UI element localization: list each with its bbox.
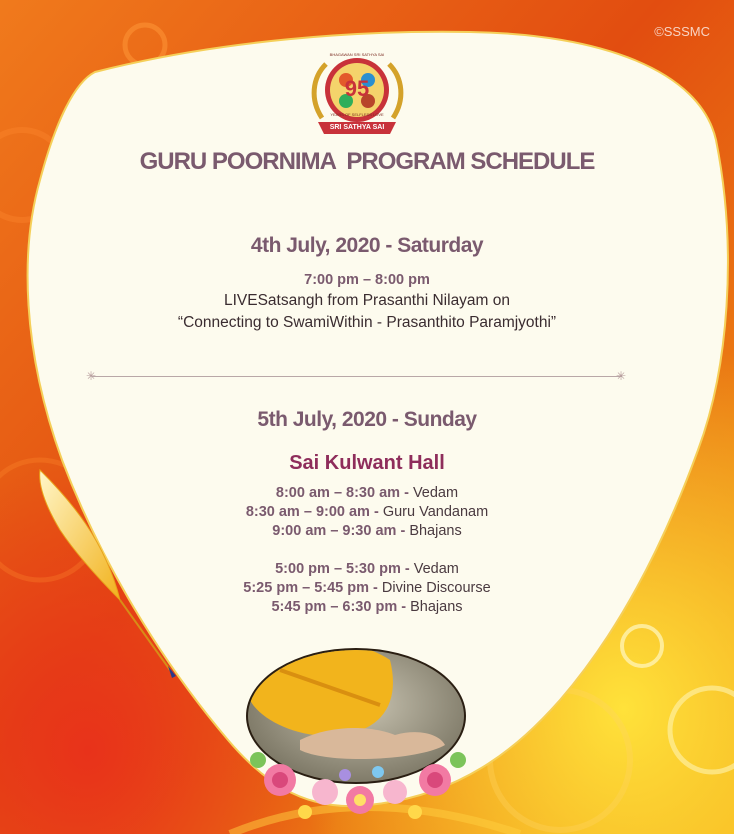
day1-time: 7:00 pm – 8:00 pm [304, 272, 430, 288]
schedule-item: 9:00 am – 9:30 am - Bhajans [272, 523, 462, 539]
day1-line1: LIVESatsangh from Prasanthi Nilayam on [223, 292, 511, 309]
day1-line2: “Connecting to SwamiWithin - Prasanthito Paramjyothi” [177, 314, 557, 331]
schedule-item: 5:00 pm – 5:30 pm - Vedam [275, 561, 459, 577]
logo-number: 95 [344, 76, 370, 101]
schedule-morning [0, 484, 734, 541]
schedule-item: 5:45 pm – 6:30 pm - Bhajans [271, 599, 463, 615]
copyright-text: ©SSSMC [654, 24, 710, 39]
schedule-item: 5:25 pm – 5:45 pm - Divine Discourse [243, 580, 491, 596]
logo-ring-text: BHAGAWAN SRI SATHYA SAI [329, 52, 385, 57]
section-divider [92, 376, 622, 377]
divider-star-left-icon: ✳ [86, 369, 97, 383]
divider-star-right-icon: ✳ [616, 369, 627, 383]
logo-banner-bottom: SRI SATHYA SAI [329, 124, 385, 131]
day2-date: 5th July, 2020 - Sunday [257, 408, 477, 431]
day1-date: 4th July, 2020 - Saturday [250, 234, 484, 257]
schedule-evening [0, 560, 734, 617]
venue-title: Sai Kulwant Hall [289, 452, 445, 474]
schedule-item: 8:00 am – 8:30 am - Vedam [275, 485, 459, 501]
logo-banner-top: YEARS OF SELFLESS LOVE [330, 112, 384, 117]
schedule-item: 8:30 am – 9:00 am - Guru Vandanam [245, 504, 489, 520]
page-title: GURU POORNIMA PROGRAM SCHEDULE [139, 148, 595, 175]
